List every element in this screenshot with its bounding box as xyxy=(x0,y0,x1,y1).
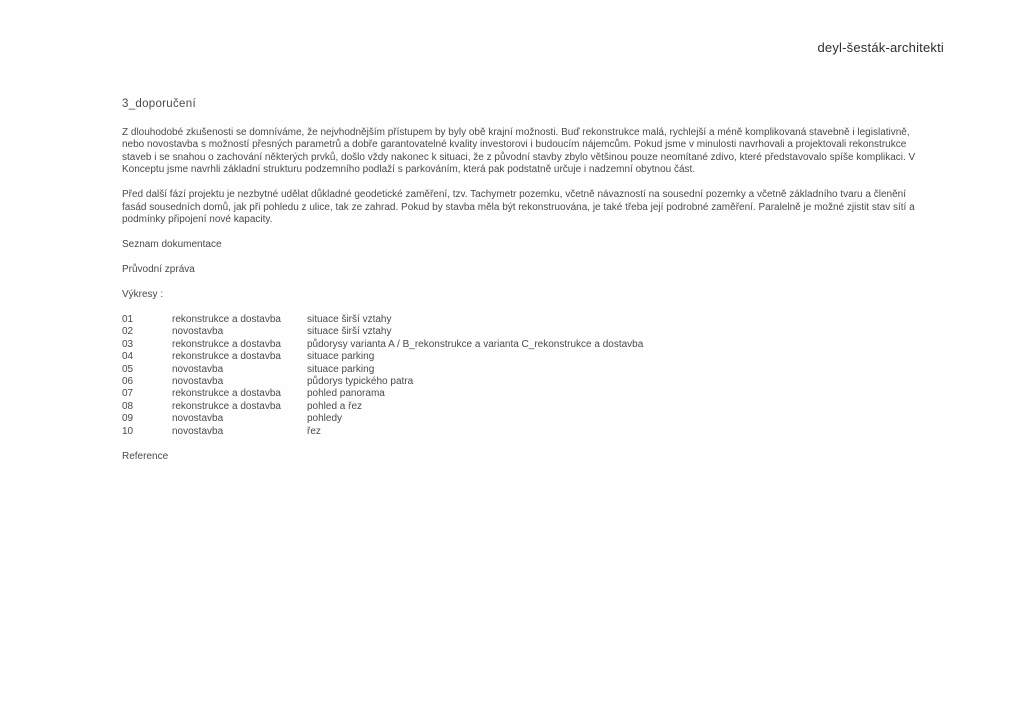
drawing-number: 01 xyxy=(122,314,134,325)
drawing-description: situace parking xyxy=(307,351,375,363)
paragraph-next-phase: Před další fází projektu je nezbytné udělat důkladné geodetické zaměření, tzv. Tachymetr pozemku, včetně návazností na sousední pozemky a včetně základního tvaru a členění fasád sousedních domů, jak při pohledu z ulice, tak ze zahrad. Pokud by stavba měla být rekonstruována, je také třeba její podrobné zaměření. Paralelně je možné zjistit stav sítí a podmínky připojení nové kapacity. xyxy=(122,189,915,225)
drawing-number: 06 xyxy=(122,376,134,388)
drawing-number: 05 xyxy=(122,363,134,375)
drawing-number: 10 xyxy=(122,425,134,437)
drawing-type: novostavba xyxy=(172,363,224,375)
drawing-row xyxy=(122,351,916,363)
paragraph-recommendation: Z dlouhodobé zkušenosti se domníváme, že nejvhodnějším přístupem by byly obě krajní možnosti. Buď rekonstrukce malá, rychlejší a méně komplikovaná stavebně i legislativně, nebo novostavba s možností přesných parametrů a dobře garantovatelné kvality investorovi i budoucím nájemcům. Pokud jsme v minulosti navrhovali a projektovali rekonstrukce staveb i se snahou o zachování některých prvků, došlo vždy nakonec k situaci, že z původní stavby zbylo většinou pouze neomítané zdivo, které představovalo spíše komplikaci. V Konceptu jsme navrhli základní strukturu podzemního podlaží s parkováním, která pak podstatně určuje i nadzemní obytnou část. xyxy=(122,126,916,175)
drawing-row xyxy=(122,413,916,425)
label-accompanying-report: Průvodní zpráva xyxy=(122,264,195,275)
drawing-row xyxy=(122,376,916,388)
drawing-row xyxy=(122,326,916,338)
drawing-description: situace parking xyxy=(307,363,375,375)
drawing-row xyxy=(122,426,916,438)
drawing-description: pohled a řez xyxy=(307,400,363,412)
drawing-type: novostavba xyxy=(172,376,224,388)
label-documentation-list: Seznam dokumentace xyxy=(122,239,222,250)
drawing-number: 09 xyxy=(122,413,134,425)
drawing-type: novostavba xyxy=(172,413,224,425)
drawing-number: 02 xyxy=(122,326,134,338)
drawing-description: pohled panorama xyxy=(307,388,385,400)
drawing-row xyxy=(122,401,916,413)
drawing-description: půdorys typického patra xyxy=(307,376,414,388)
drawing-type: rekonstrukce a dostavba xyxy=(172,400,281,412)
drawing-number: 07 xyxy=(122,388,134,400)
drawing-type: rekonstrukce a dostavba xyxy=(172,351,281,363)
drawing-number: 08 xyxy=(122,400,134,412)
brand-logo: deyl-šesták-architekti xyxy=(817,40,944,55)
drawing-row xyxy=(122,314,916,326)
label-reference: Reference xyxy=(122,450,169,462)
drawing-row xyxy=(122,339,916,351)
drawing-row xyxy=(122,364,916,376)
drawing-type: rekonstrukce a dostavba xyxy=(172,338,281,350)
drawing-number: 04 xyxy=(122,351,134,363)
drawing-type: novostavba xyxy=(172,326,224,338)
drawing-description: situace širší vztahy xyxy=(307,314,392,325)
drawing-type: rekonstrukce a dostavba xyxy=(172,388,281,400)
drawing-description: pohledy xyxy=(307,413,343,425)
drawings-list xyxy=(122,314,916,438)
drawing-type: rekonstrukce a dostavba xyxy=(172,314,281,325)
drawing-description: půdorysy varianta A / B_rekonstrukce a varianta C_rekonstrukce a dostavba xyxy=(307,338,644,350)
drawing-description: řez xyxy=(307,425,321,437)
label-drawings: Výkresy : xyxy=(122,289,164,300)
drawing-number: 03 xyxy=(122,338,134,350)
page-content xyxy=(122,98,916,463)
drawing-row xyxy=(122,388,916,400)
drawing-type: novostavba xyxy=(172,425,224,437)
drawing-description: situace širší vztahy xyxy=(307,326,392,338)
page-heading: 3_doporučení xyxy=(122,98,196,110)
